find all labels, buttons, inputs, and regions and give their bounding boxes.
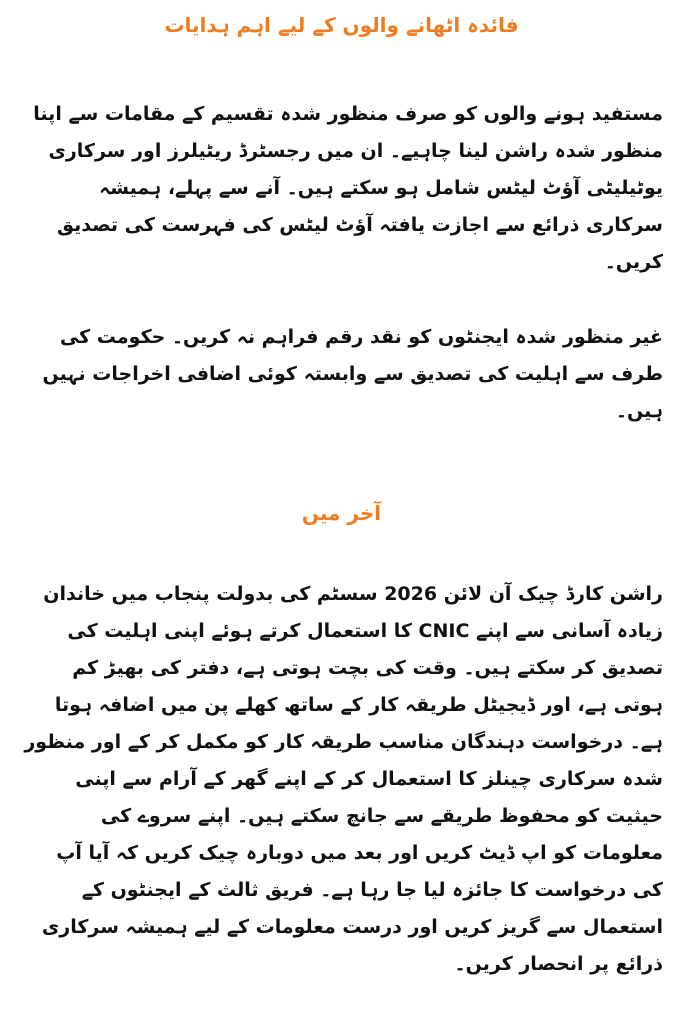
paragraph-approved-outlets: مستفید ہونے والوں کو صرف منظور شدہ تقسیم کے مقامات سے اپنا منظور شدہ راشن لینا چاہیے۔ ان میں رجسٹرڈ ریٹیلرز اور سرکاری یوٹیلیٹی آؤٹ لیٹس شامل ہو سکتے ہیں۔ آنے سے پہلے، ہمیشہ سرکاری ذرائع سے اجازت یافتہ آؤٹ لیٹس کی فہرست کی تصدیق کریں۔	[33, 103, 663, 273]
section-heading-conclusion: آخر میں	[301, 501, 382, 525]
paragraph-conclusion: راشن کارڈ چیک آن لائن 2026 سسٹم کی بدولت پنجاب میں خاندان زیادہ آسانی سے اپنے CNIC کا استعمال کرتے ہوئے اپنی اہلیت کی تصدیق کر سکتے ہیں۔ وقت کی بچت ہوتی ہے، دفتر کی بھیڑ کم ہوتی ہے، اور ڈیجیٹل طریقہ کار کے ساتھ کھلے پن میں اضافہ ہوتا ہے۔ درخواست دہندگان مناسب طریقہ کار کو مکمل کر کے اور منظور شدہ سرکاری چینلز کا استعمال کر کے اپنے گھر کے آرام سے اپنی حیثیت کو محفوظ طریقے سے جانچ سکتے ہیں۔ اپنے سروے کی معلومات کو اپ ڈیٹ کریں اور بعد میں دوبارہ چیک کریں کہ آیا آپ کی درخواست کا جائزہ لیا جا رہا ہے۔ فریق ثالث کے ایجنٹوں کے استعمال سے گریز کریں اور درست معلومات کے لیے ہمیشہ سرکاری ذرائع پر انحصار کریں۔	[24, 583, 663, 975]
section-heading-guidelines: فائدہ اٹھانے والوں کے لیے اہم ہدایات	[164, 13, 519, 37]
paragraph-no-cash-agents: غیر منظور شدہ ایجنٹوں کو نقد رقم فراہم نہ کریں۔ حکومت کی طرف سے اہلیت کی تصدیق سے وابستہ کوئی اضافی اخراجات نہیں ہیں۔	[42, 326, 663, 422]
